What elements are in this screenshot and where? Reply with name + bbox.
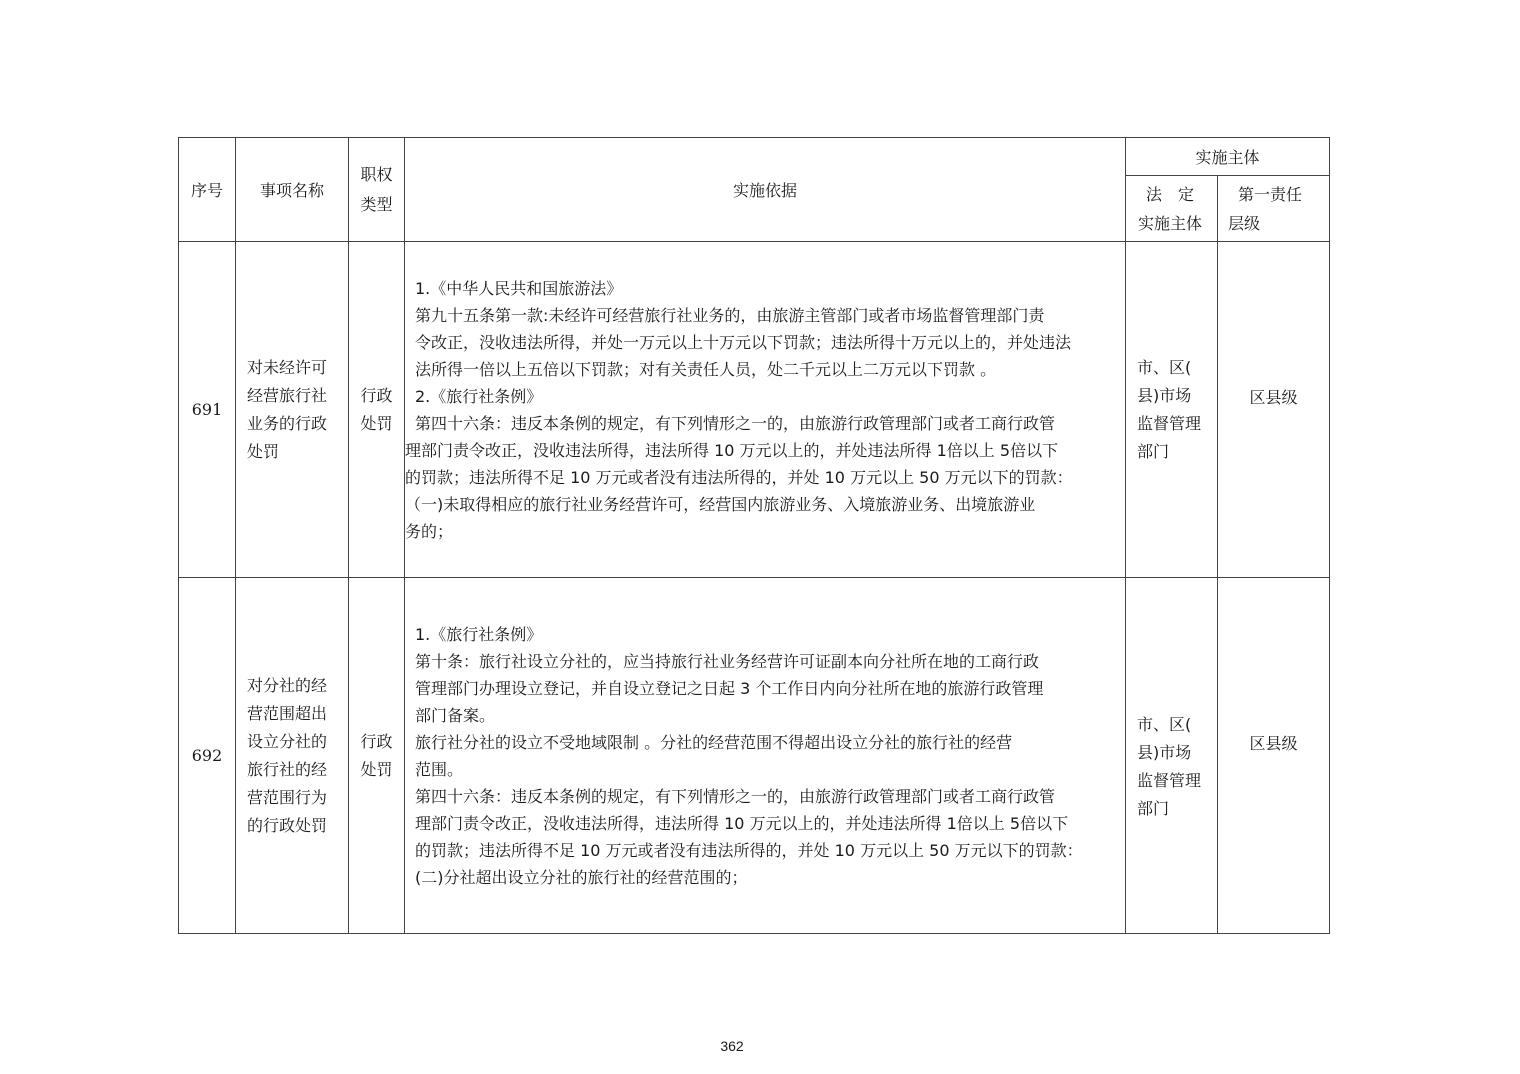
row-power-type	[349, 242, 405, 578]
row-level	[1218, 242, 1330, 578]
header-seq: 序号	[179, 138, 236, 242]
row-subject	[1126, 242, 1218, 578]
header-legal-subject-line-2: 实施主体	[1138, 213, 1203, 233]
subject-line: 市、区(	[1137, 357, 1192, 377]
level-value: 区县级	[1249, 387, 1298, 407]
basis-line: 第十条：旅行社设立分社的，应当持旅行社业务经营许可证副本向分社所在地的工商行政	[415, 651, 1040, 671]
header-legal-subject-line-1: 法 定	[1146, 184, 1195, 204]
row-seq: 692	[179, 578, 236, 934]
level-value: 区县级	[1249, 733, 1298, 753]
subject-line: 县)市场	[1137, 385, 1192, 405]
header-first-resp-line-2: 层级	[1228, 213, 1261, 233]
basis-line: 令改正，没收违法所得，并处一万元以上十万元以下罚款；违法所得十万元以上的，并处违法	[415, 332, 1072, 352]
basis-line: 理部门责令改正，没收违法所得，违法所得 10 万元以上的，并处违法所得 1倍以上 5倍以下	[405, 440, 1059, 460]
basis-line: 理部门责令改正，没收违法所得，违法所得 10 万元以上的，并处违法所得 1倍以上 5倍以下	[415, 813, 1069, 833]
subject-line: 县)市场	[1137, 742, 1192, 762]
basis-line: 第九十五条第一款:未经许可经营旅行社业务的，由旅游主管部门或者市场监督管理部门责	[415, 305, 1045, 325]
basis-line: 部门备案。	[415, 705, 496, 725]
name-line: 设立分社的	[247, 731, 328, 751]
basis-line: 务的；	[405, 521, 454, 541]
basis-line: 1.《中华人民共和国旅游法》	[415, 278, 623, 298]
name-line: 经营旅行社	[247, 385, 328, 405]
subject-line: 市、区(	[1137, 714, 1192, 734]
basis-line: 第四十六条：违反本条例的规定，有下列情形之一的，由旅游行政管理部门或者工商行政管	[415, 786, 1056, 806]
row-power-type	[349, 578, 405, 934]
header-subject: 实施主体	[1126, 138, 1330, 176]
name-line: 营范围行为	[247, 787, 328, 807]
type-line: 处罚	[360, 759, 393, 779]
type-line: 行政	[360, 385, 393, 405]
header-basis: 实施依据	[405, 138, 1126, 242]
name-line: 对未经许可	[247, 357, 328, 377]
header-first-responsibility	[1218, 176, 1330, 242]
type-line: 行政	[360, 731, 393, 751]
subject-line: 监督管理	[1137, 413, 1202, 433]
name-line: 营范围超出	[247, 703, 328, 723]
header-row	[179, 138, 1330, 176]
basis-line: 管理部门办理设立登记，并自设立登记之日起 3 个工作日内向分社所在地的旅游行政管理	[415, 678, 1044, 698]
header-item-name: 事项名称	[236, 138, 349, 242]
name-line: 的行政处罚	[247, 815, 328, 835]
basis-line: (二)分社超出设立分社的旅行社的经营范围的；	[415, 867, 748, 887]
name-line: 旅行社的经	[247, 759, 328, 779]
basis-line: 1.《旅行社条例》	[415, 624, 543, 644]
subject-line: 监督管理	[1137, 770, 1202, 790]
enforcement-table	[178, 137, 1330, 934]
basis-line: 范围。	[415, 759, 464, 779]
name-line: 业务的行政	[247, 413, 328, 433]
row-seq: 691	[179, 242, 236, 578]
basis-line: 的罚款；违法所得不足 10 万元或者没有违法所得的，并处 10 万元以上 50 万元以下的罚款：	[405, 467, 1073, 487]
header-power-type-line-1: 职权	[360, 164, 393, 184]
row-basis	[405, 242, 1126, 578]
row-item-name	[236, 242, 349, 578]
header-power-type-line-2: 类型	[360, 194, 393, 214]
header-power-type	[349, 138, 405, 242]
name-line: 处罚	[247, 441, 280, 461]
row-subject	[1126, 578, 1218, 934]
table-row	[179, 578, 1330, 934]
row-level	[1218, 578, 1330, 934]
row-item-name	[236, 578, 349, 934]
basis-line: 的罚款；违法所得不足 10 万元或者没有违法所得的，并处 10 万元以上 50 万元以下的罚款：	[415, 840, 1083, 860]
table-row	[179, 242, 1330, 578]
basis-line: 旅行社分社的设立不受地域限制 。分社的经营范围不得超出设立分社的旅行社的经营	[415, 732, 1013, 752]
row-basis	[405, 578, 1126, 934]
subject-line: 部门	[1137, 441, 1170, 461]
basis-line: 法所得一倍以上五倍以下罚款；对有关责任人员，处二千元以上二万元以下罚款 。	[415, 359, 997, 379]
basis-line: 2.《旅行社条例》	[415, 386, 543, 406]
basis-line: （一)未取得相应的旅行社业务经营许可，经营国内旅游业务、入境旅游业务、出境旅游业	[405, 494, 1036, 514]
name-line: 对分社的经	[247, 675, 328, 695]
header-legal-subject	[1126, 176, 1218, 242]
header-first-resp-line-1: 第一责任	[1238, 184, 1303, 204]
basis-line: 第四十六条：违反本条例的规定，有下列情形之一的，由旅游行政管理部门或者工商行政管	[415, 413, 1056, 433]
page-number: 362	[720, 1038, 744, 1054]
subject-line: 部门	[1137, 798, 1170, 818]
type-line: 处罚	[360, 413, 393, 433]
